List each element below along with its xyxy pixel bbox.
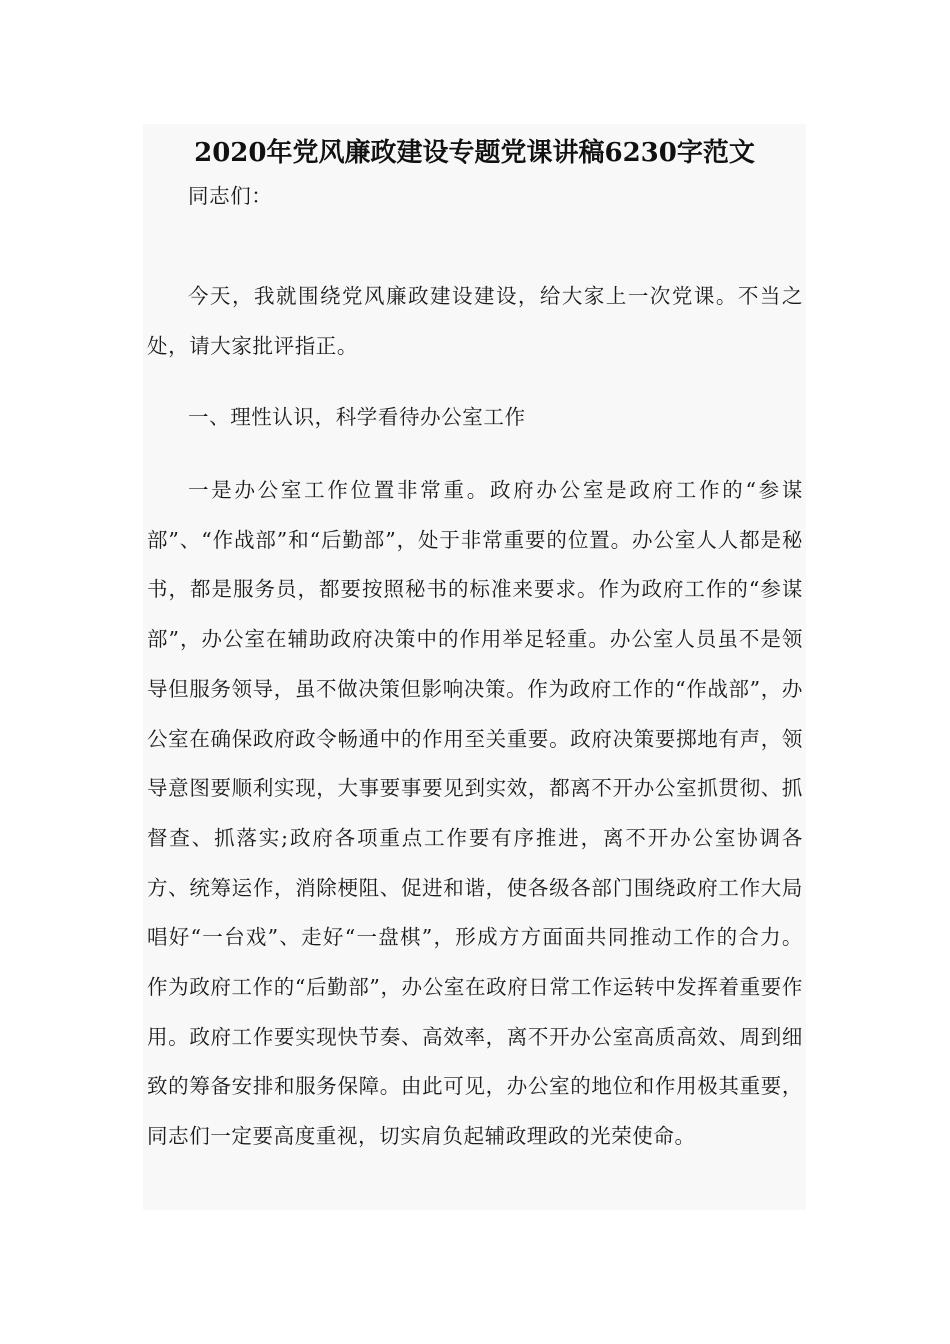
document-title: 2020年党风廉政建设专题党课讲稿6230字范文	[194, 138, 755, 168]
greeting-paragraph: 同志们：	[188, 184, 273, 208]
section-heading: 一、理性认识，科学看待办公室工作	[188, 405, 526, 429]
intro-paragraph: 今天，我就围绕党风廉政建设建设，给大家上一次党课。不当之处，请大家批评指正。	[147, 284, 803, 358]
body-paragraph: 一是办公室工作位置非常重。政府办公室是政府工作的“参谋部”、“作战部”和“后勤部”，处于非常重要的位置。办公室人人都是秘书，都是服务员，都要按照秘书的标准来要求。作为政府工作的“参谋部”，办公室在辅助政府决策中的作用举足轻重。办公室人员虽不是领导但服务领导，虽不做决策但影响决策。作为政府工作的“作战部”，办公室在确保政府政令畅通中的作用至关重要。政府决策要掷地有声，领导意图要顺利实现，大事要事要见到实效，都离不开办公室抓贯彻、抓督查、抓落实;政府各项重点工作要有序推进，离不开办公室协调各方、统筹运作，消除梗阻、促进和谐，使各级各部门围绕政府工作大局唱好“一台戏”、走好“一盘棋”，形成方方面面共同推动工作的合力。作为政府工作的“后勤部”，办公室在政府日常工作运转中发挥着重要作用。政府工作要实现快节奏、高效率，离不开办公室高质高效、周到细致的筹备安排和服务保障。由此可见，办公室的地位和作用极其重要，同志们一定要高度重视，切实肩负起辅政理政的光荣使命。	[147, 478, 803, 1149]
